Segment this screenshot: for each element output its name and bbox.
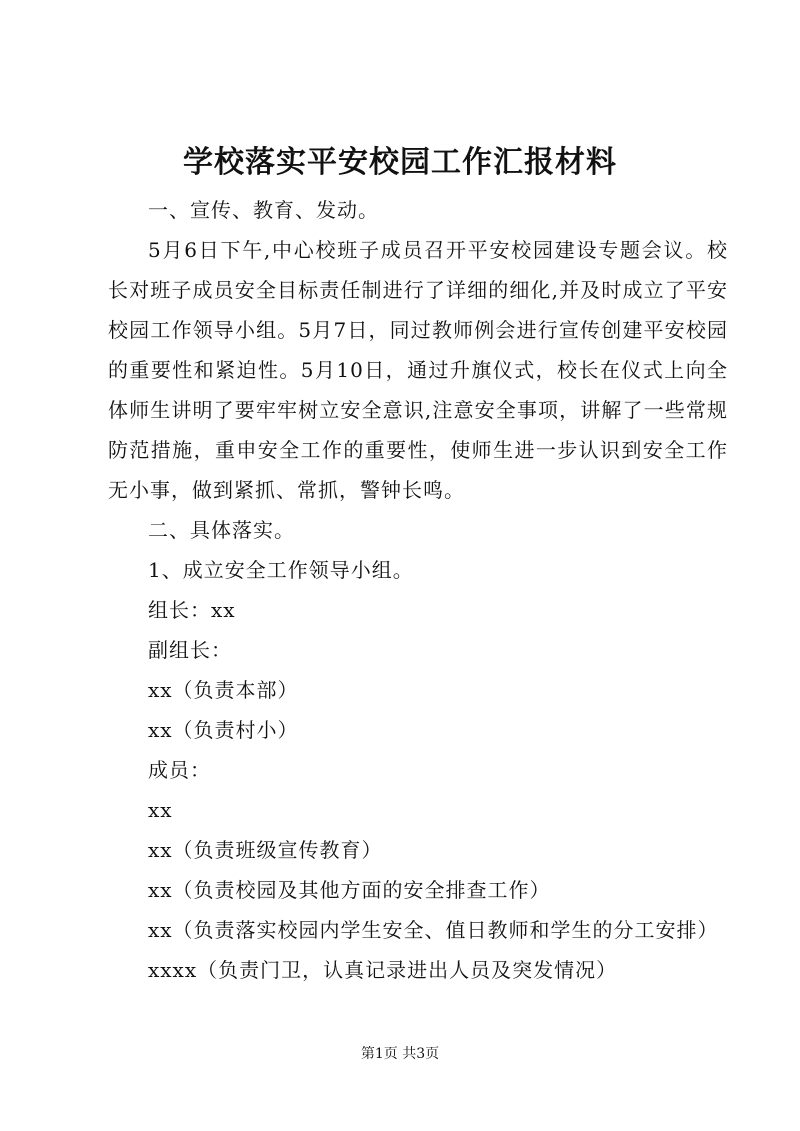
member-2: xx（负责班级宣传教育） [148,838,383,862]
member-4: xx（负责落实校园内学生安全、值日教师和学生的分工安排） [148,918,719,942]
page-footer: 第1页 共3页 [360,1046,440,1062]
section-2-item-1: 1、成立安全工作领导小组。 [148,558,414,582]
document-body [108,190,728,990]
deputy-label: 副组长： [148,638,232,662]
deputy-1: xx（负责本部） [148,678,299,702]
leader-line: 组长：xx [148,598,236,622]
member-3: xx（负责校园及其他方面的安全排查工作） [148,878,551,902]
members-label: 成员： [148,758,211,782]
member-5: xxxx（负责门卫，认真记录进出人员及突发情况） [148,958,618,982]
member-1: xx [148,798,173,822]
section-2-heading: 二、具体落实。 [148,518,295,542]
deputy-2: xx（负责村小） [148,718,299,742]
section-1-paragraph: 5月6日下午,中心校班子成员召开平安校园建设专题会议。校长对班子成员安全目标责任制进行了详细的细化,并及时成立了平安校园工作领导小组。5月7日，同过教师例会进行宣传创建平安校园的重要性和紧迫性。5月10日，通过升旗仪式，校长在仪式上向全体师生讲明了要牢牢树立安全意识,注意安全事项，讲解了一些常规防范措施，重申安全工作的重要性，使师生进一步认识到安全工作无小事，做到紧抓、常抓，警钟长鸣。 [108,238,728,502]
document-title: 学校落实平安校园工作汇报材料 [183,145,617,180]
section-1-heading: 一、宣传、教育、发动。 [148,198,379,222]
